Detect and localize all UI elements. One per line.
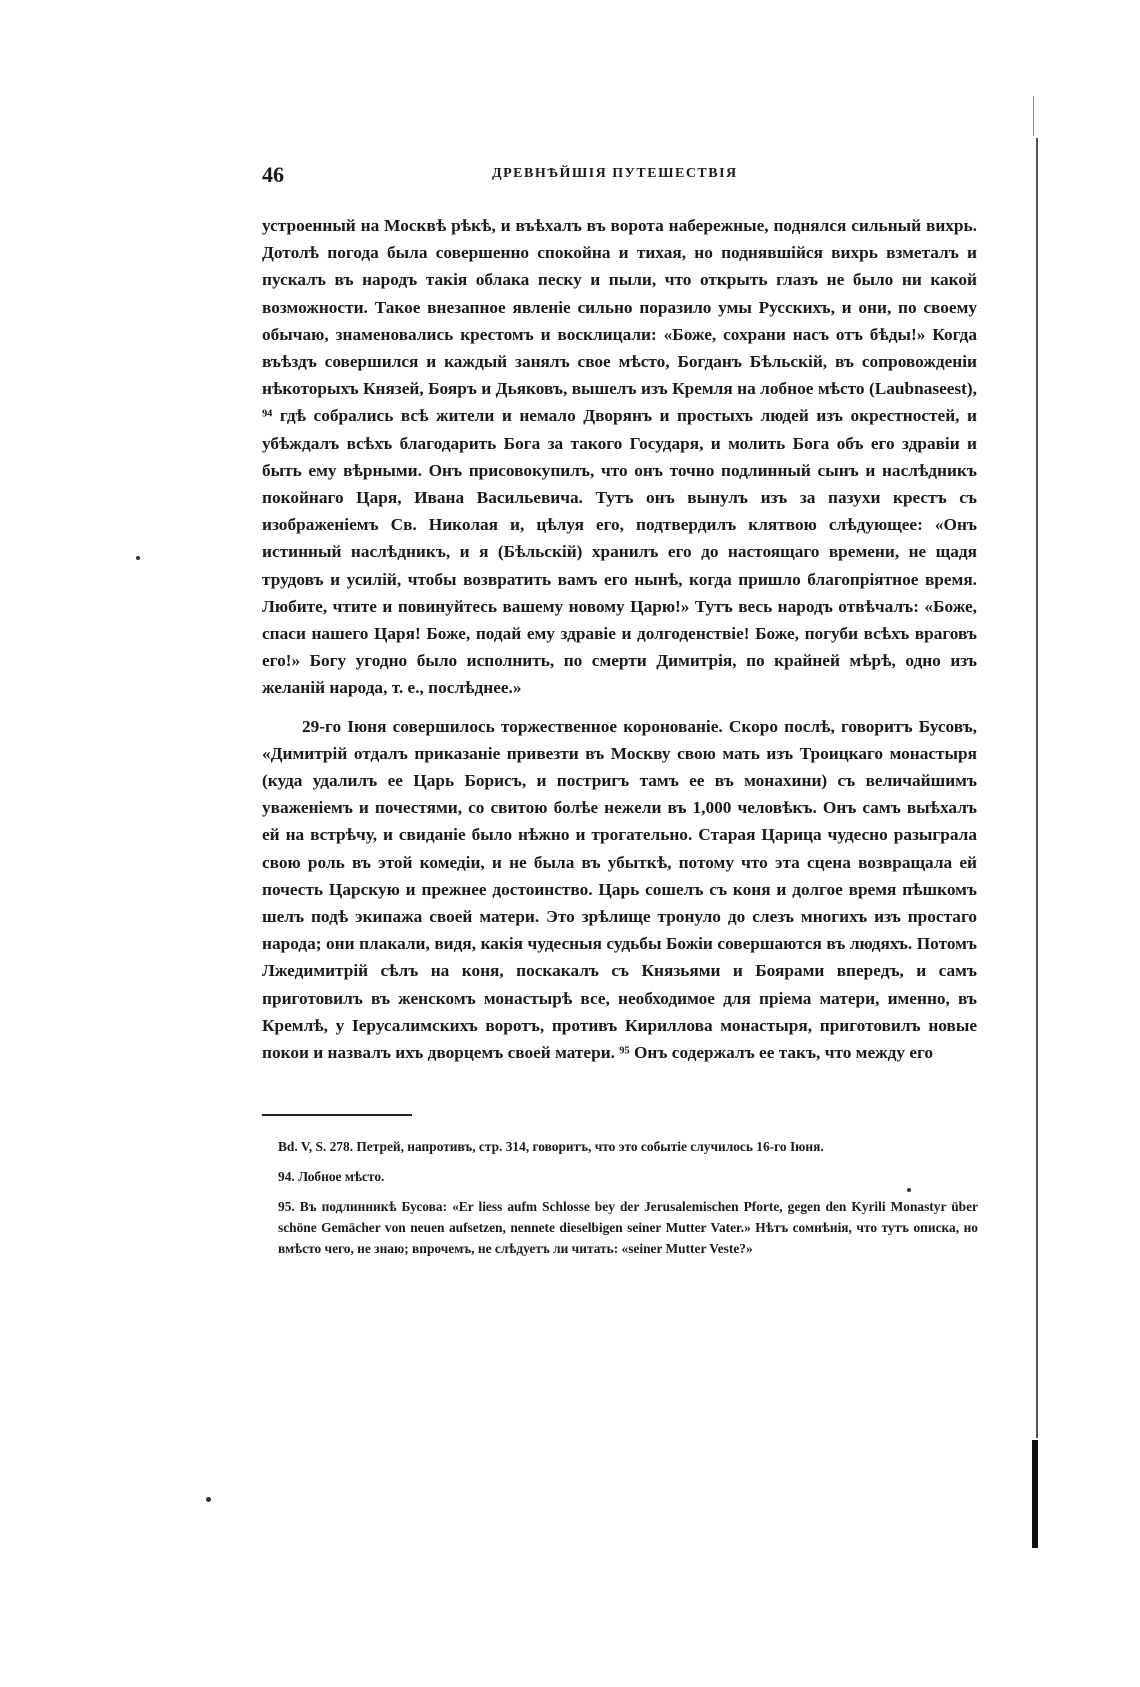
paragraph: устроенный на Москвѣ рѣкѣ, и въѣхалъ въ ворота набережные, поднялся сильный вихрь. Дотолѣ погода была совершенно спокойна и тихая, но поднявшійся вихрь взметалъ и пускалъ въ народъ такія облака песку и пыли, что открыть глазъ не было ни какой возможности. Такое внезапное явленіе сильно поразило умы Русскихъ, и они, по своему обычаю, знаменовались крестомъ и восклицали: «Боже, сохрани насъ отъ бѣды!» Когда въѣздъ совершился и каждый занялъ свое мѣсто, Богданъ Бѣльскій, въ сопровожденіи нѣкоторыхъ Князей, Бояръ и Дьяковъ, вышелъ изъ Кремля на лобное мѣсто (Laubnaseest), ⁹⁴ гдѣ собрались всѣ жители и немало Дворянъ и простыхъ людей изъ окрестностей, и убѣждалъ всѣхъ благодарить Бога за такого Государя, и молить Бога объ его здравіи и быть ему вѣрными. Онъ присовокупилъ, что онъ точно подлинный сынъ и наслѣдникъ покойнаго Царя, Ивана Васильевича. Тутъ онъ вынулъ изъ за пазухи крестъ съ изображеніемъ Св. Николая и, цѣлуя его, подтвердилъ клятвою слѣдующее: «Онъ истинный наслѣдникъ, и я (Бѣльскій) хранилъ его до настоящаго времени, не щадя трудовъ и усилій, чтобы возвратить вамъ его нынѣ, когда пришло благопріятное время. Любите, чтите и повинуйтесь вашему новому Царю!» Тутъ весь народъ отвѣчалъ: «Боже, спаси нашего Царя! Боже, подай ему здравіе и долгоденствіе! Боже, погуби всѣхъ враговъ его!» Богу угодно было исполнить, по смерти Димитрія, по крайней мѣрѣ, одно изъ желаній народа, т. е., послѣднее.» — [262, 216, 977, 698]
footnote: Bd. V, S. 278. Петрей, напротивъ, стр. 314, говоритъ, что это событіе случилось 16-го Іюня. — [278, 1139, 824, 1154]
scan-speck — [136, 556, 140, 560]
scan-page-edge — [1036, 138, 1038, 1438]
footnote: 95. Въ подлинникѣ Бусова: «Er liess aufm Schlosse bey der Jerusalemischen Pforte, gegen den Kyrili Monastyr über schöne Gemächer von neuen aufsetzen, nennete dieselbigen seiner Mutter Vater.» Нѣтъ сомнѣнія, что тутъ описка, но вмѣсто чего, не знаю; впрочемъ, не слѣдуетъ ли читать: «seiner Mutter Veste?» — [278, 1199, 978, 1256]
footnote-divider — [262, 1114, 412, 1116]
scan-speck — [206, 1497, 211, 1502]
main-text — [262, 212, 977, 1066]
paragraph: 29-го Іюня совершилось торжественное коронованіе. Скоро послѣ, говоритъ Бусовъ, «Димитрій отдалъ приказаніе привезти въ Москву свою мать изъ Троицкаго монастыря (куда удалилъ ее Царь Борисъ, и постригъ тамъ ее въ монахини) съ величайшимъ уваженіемъ и почестями, со свитою болѣе нежели въ 1,000 человѣкъ. Онъ самъ выѣхалъ ей на встрѣчу, и свиданіе было нѣжно и трогательно. Старая Царица чудесно разыграла свою роль въ этой комедіи, и не была въ убыткѣ, потому что эта сцена возвращала ей почесть Царскую и прежнее достоинство. Царь сошелъ съ коня и долгое время пѣшкомъ шелъ подѣ экипажа своей матери. Это зрѣлище тронуло до слезъ многихъ изъ простаго народа; они плакали, видя, какія чудесныя судьбы Божіи совершаются въ людяхъ. Потомъ Лжедимитрій сѣлъ на коня, поскакалъ съ Князьями и Боярами впередъ, и самъ приготовилъ въ женскомъ монастырѣ все, необходимое для пріема матери, именно, въ Кремлѣ, у Іерусалимскихъ воротъ, противъ Кириллова монастыря, приготовилъ новые покои и назвалъ ихъ дворцемъ своей матери. ⁹⁵ Онъ содержалъ ее такъ, что между его — [262, 716, 977, 1063]
footnotes — [278, 1136, 978, 1268]
page-number: 46 — [262, 162, 284, 187]
page-header — [262, 162, 982, 198]
footnote: 94. Лобное мѣсто. — [278, 1169, 385, 1184]
running-title: ДРЕВНѢЙШІЯ ПУТЕШЕСТВІЯ — [492, 166, 738, 181]
scan-speck — [907, 1188, 911, 1192]
scan-edge-mark — [1033, 96, 1034, 136]
scan-page-edge-shadow — [1032, 1440, 1038, 1548]
